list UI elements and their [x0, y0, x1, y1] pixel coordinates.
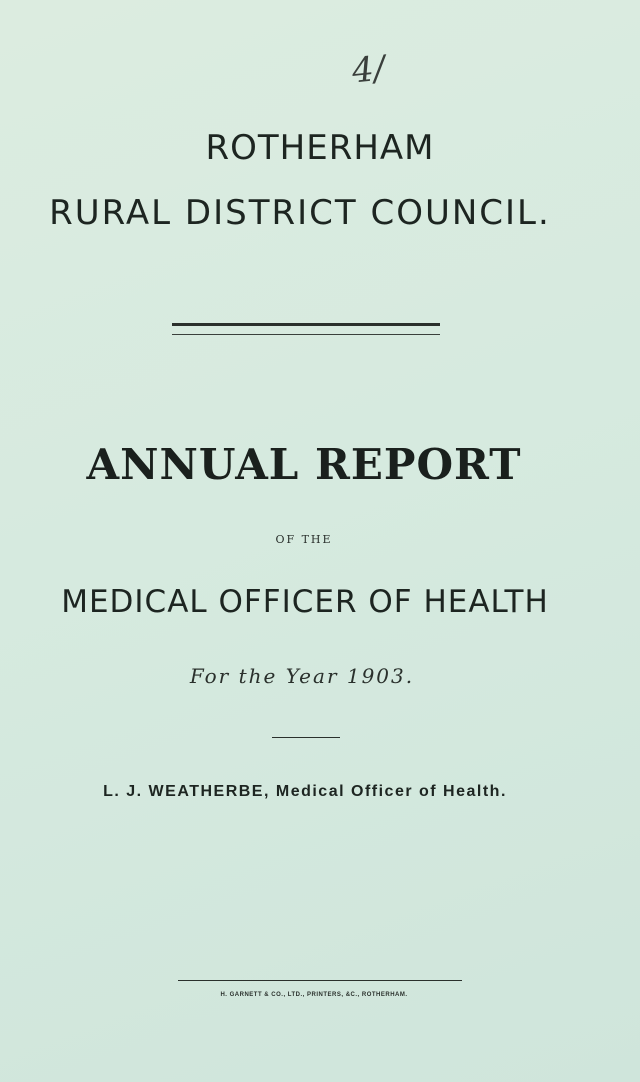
- thick-rule: [172, 323, 440, 326]
- council-name-line-1: ROTHERHAM: [205, 128, 435, 168]
- council-name-line-2: RURAL DISTRICT COUNCIL.: [49, 193, 551, 233]
- report-title: ANNUAL REPORT: [86, 440, 522, 489]
- connector-text: OF THE: [275, 533, 333, 546]
- bottom-rule-divider: [178, 980, 462, 981]
- report-subtitle: MEDICAL OFFICER OF HEALTH: [61, 584, 549, 620]
- author-line: L. J. WEATHERBE, Medical Officer of Health.: [103, 783, 507, 800]
- printer-imprint: H. GARNETT & CO., LTD., PRINTERS, &C., ROTHERHAM.: [220, 992, 408, 998]
- double-rule-divider: [172, 323, 440, 337]
- thin-rule: [172, 334, 440, 335]
- handwritten-mark: 4/: [350, 48, 388, 92]
- year-line: For the Year 1903.: [189, 664, 415, 688]
- short-rule-divider: [272, 737, 340, 738]
